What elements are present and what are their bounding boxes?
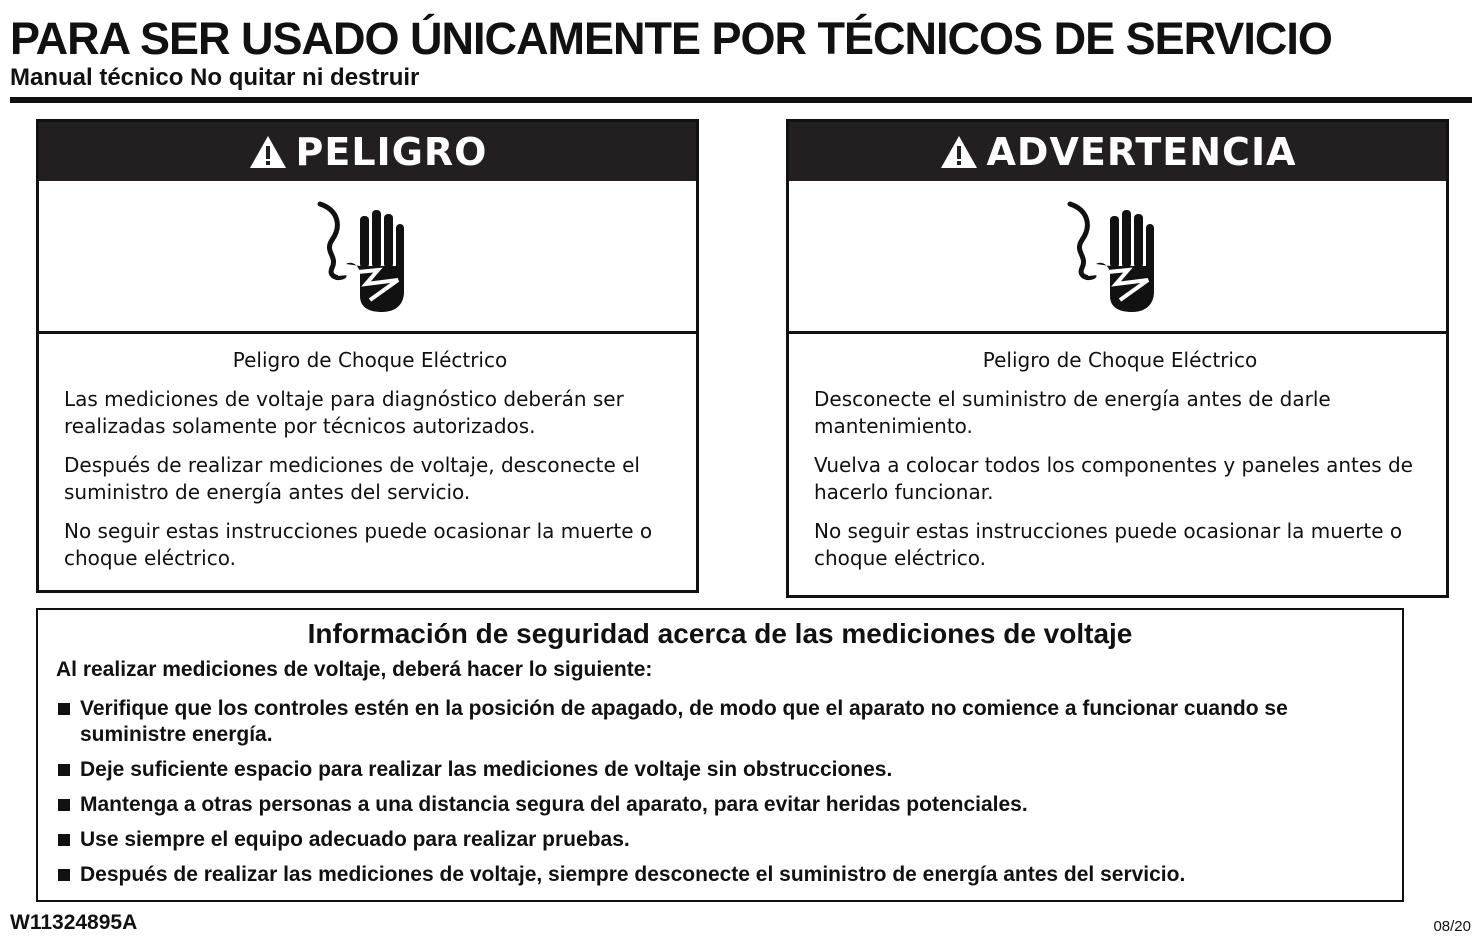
- safety-info-lead: Al realizar mediciones de voltaje, deberá hacer lo siguiente:: [56, 658, 653, 681]
- header-rule: [10, 97, 1472, 103]
- danger-paragraph: No seguir estas instrucciones puede ocasionar la muerte o choque eléctrico.: [64, 519, 653, 570]
- warning-triangle-icon: [248, 134, 288, 170]
- list-item: Use siempre el equipo adecuado para realizar pruebas.: [56, 827, 1384, 853]
- page-title: PARA SER USADO ÚNICAMENTE POR TÉCNICOS DE SERVICIO: [10, 13, 1332, 64]
- warning-paragraph: No seguir estas instrucciones puede ocasionar la muerte o choque eléctrico.: [814, 519, 1403, 570]
- danger-card: [36, 119, 699, 593]
- warning-paragraph: Desconecte el suministro de energía antes de darle mantenimiento.: [814, 387, 1331, 438]
- electric-shock-hand-icon: [39, 181, 696, 334]
- danger-subheading: Peligro de Choque Eléctrico: [232, 348, 508, 372]
- list-item: Mantenga a otras personas a una distancia segura del aparato, para evitar heridas potenciales.: [56, 792, 1384, 818]
- safety-info-box: [36, 608, 1404, 902]
- danger-paragraph: Las mediciones de voltaje para diagnóstico deberán ser realizadas solamente por técnicos autorizados.: [64, 387, 624, 438]
- safety-info-title: Información de seguridad acerca de las mediciones de voltaje: [307, 618, 1133, 649]
- list-item: Deje suficiente espacio para realizar las mediciones de voltaje sin obstrucciones.: [56, 757, 1384, 783]
- danger-heading: PELIGRO: [295, 129, 488, 174]
- warning-subheading: Peligro de Choque Eléctrico: [982, 348, 1258, 372]
- list-item: Verifique que los controles estén en la posición de apagado, de modo que el aparato no comience a funcionar cuando se suministre energía.: [56, 696, 1384, 748]
- page-subtitle: Manual técnico No quitar ni destruir: [10, 64, 420, 91]
- warning-paragraph: Vuelva a colocar todos los componentes y paneles antes de hacerlo funcionar.: [814, 453, 1413, 504]
- electric-shock-hand-icon: [789, 181, 1446, 334]
- danger-paragraph: Después de realizar mediciones de voltaje, desconecte el suministro de energía antes del servicio.: [64, 453, 640, 504]
- document-number: W11324895A: [10, 911, 138, 934]
- warning-card-header: [789, 122, 1446, 181]
- warning-card: [786, 119, 1449, 598]
- warning-triangle-icon: [939, 134, 979, 170]
- warning-heading: ADVERTENCIA: [986, 129, 1297, 174]
- document-date: 08/20: [1433, 918, 1471, 935]
- danger-card-header: [39, 122, 696, 181]
- safety-info-list: [56, 696, 1384, 888]
- list-item: Después de realizar las mediciones de voltaje, siempre desconecte el suministro de energía antes del servicio.: [56, 862, 1384, 888]
